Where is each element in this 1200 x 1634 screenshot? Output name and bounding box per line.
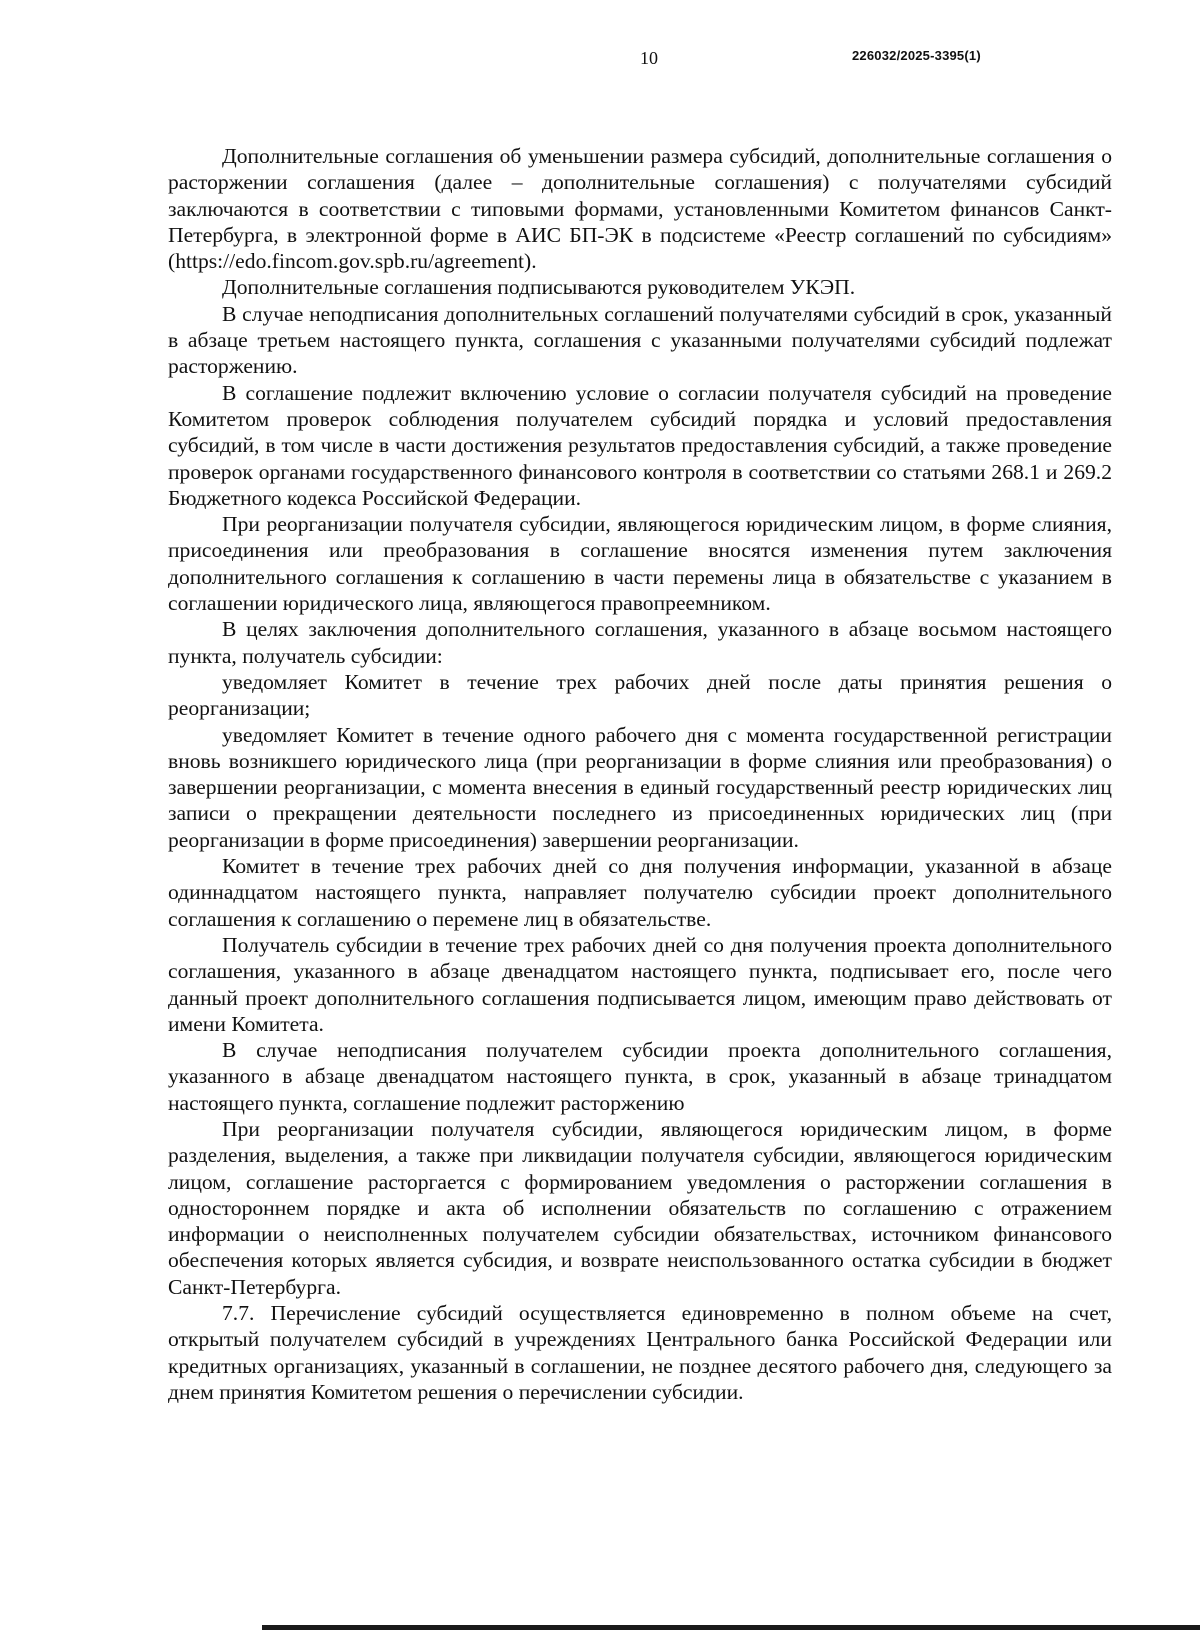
- document-id: 226032/2025-3395(1): [852, 48, 981, 63]
- paragraph: В соглашение подлежит включению условие о согласии получателя субсидий на проведение Комитетом проверок соблюдения получателем субсидий порядка и условий предоставления субсидий, в том числе в части достижения результатов предоставления субсидий, а также проведение проверок органами государственного финансового контроля в соответствии со статьями 268.1 и 269.2 Бюджетного кодекса Российской Федерации.: [168, 380, 1112, 510]
- paragraph: уведомляет Комитет в течение трех рабочих дней после даты принятия решения о реорганизации;: [168, 669, 1112, 721]
- paragraph: Дополнительные соглашения об уменьшении размера субсидий, дополнительные соглашения о расторжении соглашения (далее – дополнительные соглашения) с получателями субсидий заключаются в соответствии с типовыми формами, установленными Комитетом финансов Санкт-Петербурга, в электронной форме в АИС БП-ЭК в подсистеме «Реестр соглашений по субсидиям» (https://edo.fincom.gov.spb.ru/agreement).: [168, 144, 1112, 274]
- document-body: [168, 143, 1112, 1405]
- paragraph: Комитет в течение трех рабочих дней со дня получения информации, указанной в абзаце одиннадцатом настоящего пункта, направляет получателю субсидии проект дополнительного соглашения к соглашению о перемене лиц в обязательстве.: [168, 854, 1112, 931]
- paragraph: При реорганизации получателя субсидии, являющегося юридическим лицом, в форме слияния, присоединения или преобразования в соглашение вносятся изменения путем заключения дополнительного соглашения к соглашению в части перемены лица в обязательстве с указанием в соглашении юридического лица, являющегося правопреемником.: [168, 512, 1112, 616]
- paragraph: В целях заключения дополнительного соглашения, указанного в абзаце восьмом настоящего пункта, получатель субсидии:: [168, 617, 1112, 668]
- paragraph: При реорганизации получателя субсидии, являющегося юридическим лицом, в форме разделения, выделения, а также при ликвидации получателя субсидии, являющегося юридическим лицом, соглашение расторгается с формированием уведомления о расторжении соглашения в одностороннем порядке и акта об исполнении обязательств по соглашению с отражением информации о неисполненных получателем субсидии обязательствах, источником финансового обеспечения которых является субсидия, и возврате неиспользованного остатка субсидии в бюджет Санкт-Петербурга.: [168, 1116, 1112, 1299]
- paragraph: Дополнительные соглашения подписываются руководителем УКЭП.: [222, 275, 856, 300]
- paragraph: Получатель субсидии в течение трех рабочих дней со дня получения проекта дополнительного соглашения, указанного в абзаце двенадцатом настоящего пункта, подписывает его, после чего данный проект дополнительного соглашения подписывается лицом, имеющим право действовать от имени Комитета.: [168, 932, 1112, 1036]
- page-number: 10: [640, 48, 658, 68]
- paragraph: уведомляет Комитет в течение одного рабочего дня с момента государственной регистрации вновь возникшего юридического лица (при реорганизации в форме слияния или преобразования) о завершении реорганизации, с момента внесения в единый государственный реестр юридических лиц записи о прекращении деятельности последнего из присоединенных юридических лиц (при реорганизации в форме присоединения) завершении реорганизации.: [168, 722, 1112, 852]
- paragraph: В случае неподписания получателем субсидии проекта дополнительного соглашения, указанного в абзаце двенадцатом настоящего пункта, в срок, указанный в абзаце тринадцатом настоящего пункта, соглашение подлежит расторжению: [168, 1038, 1112, 1115]
- paragraph: В случае неподписания дополнительных соглашений получателями субсидий в срок, указанный в абзаце третьем настоящего пункта, соглашения с указанными получателями субсидий подлежат расторжению.: [168, 301, 1112, 379]
- scan-edge-line: [262, 1625, 1200, 1630]
- paragraph: 7.7. Перечисление субсидий осуществляется единовременно в полном объеме на счет, открытый получателем субсидий в учреждениях Центрального банка Российской Федерации или кредитных организациях, указанный в соглашении, не позднее десятого рабочего дня, следующего за днем принятия Комитетом решения о перечислении субсидии.: [168, 1301, 1112, 1404]
